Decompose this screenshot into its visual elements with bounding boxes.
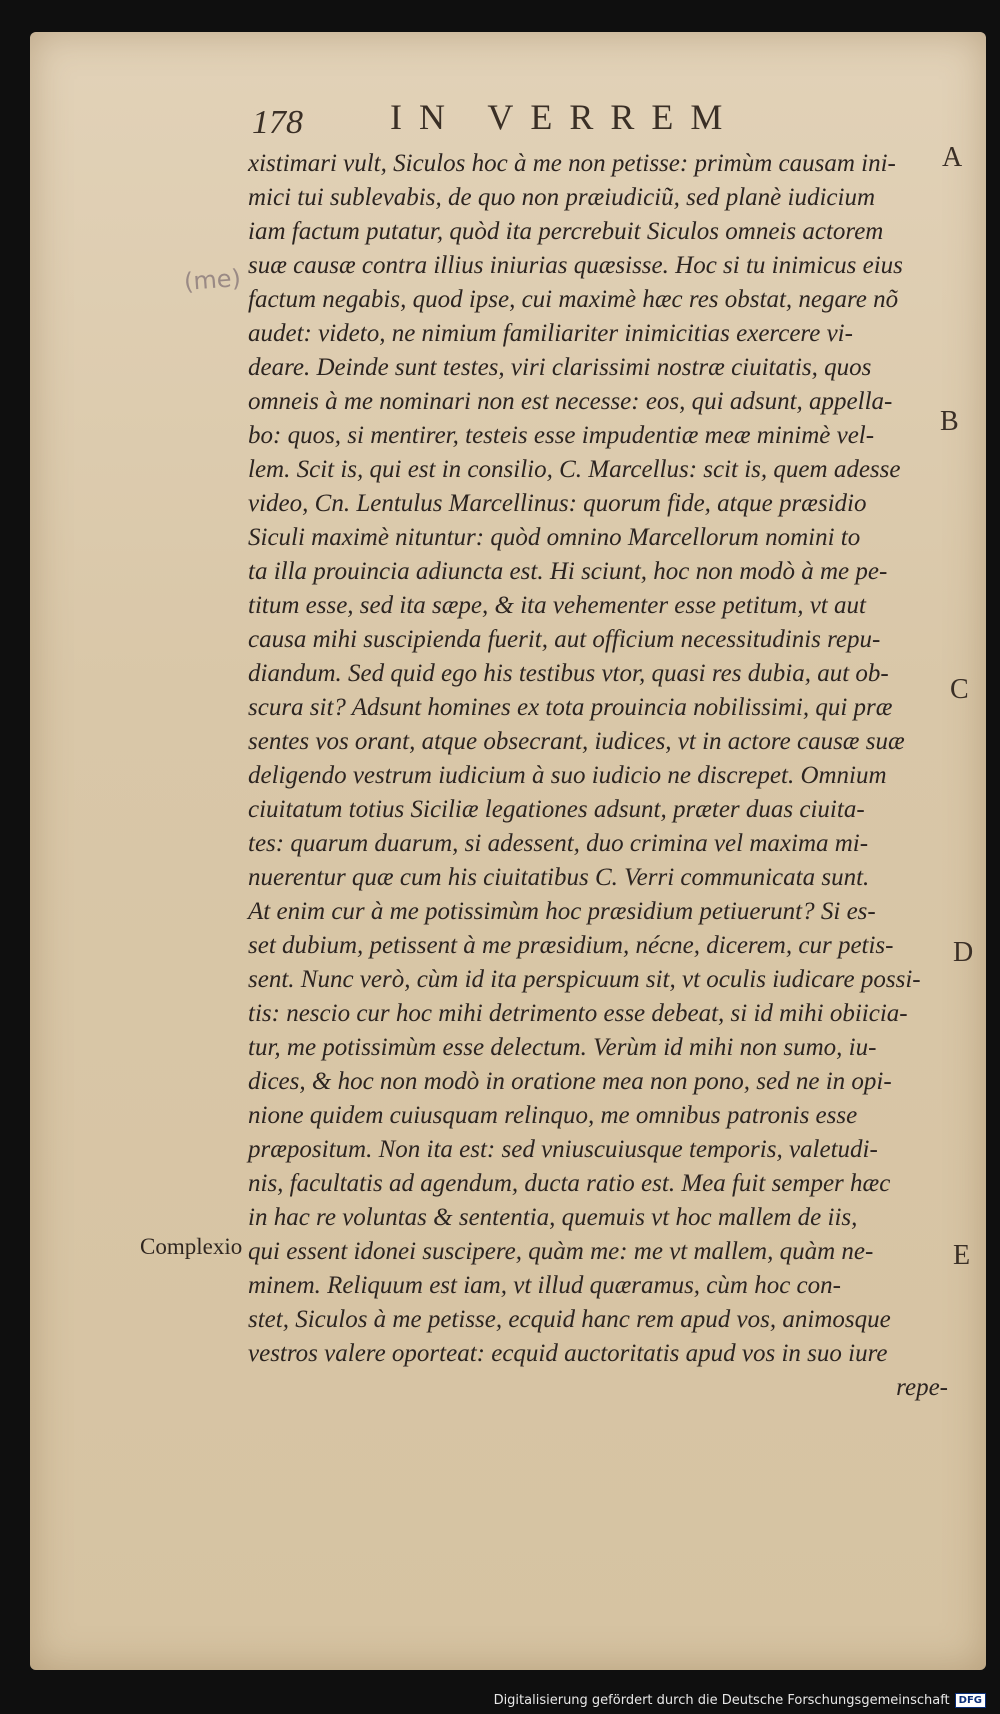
text-line: sentes vos orant, atque obsecrant, iudices, vt in actore causæ suæ [248, 728, 905, 755]
text-line: tes: quarum duarum, si adessent, duo crimina vel maxima mi- [248, 830, 869, 857]
text-line: audet: videto, ne nimium familiariter inimicitias exercere vi- [248, 320, 853, 347]
text-line: sent. Nunc verò, cùm id ita perspicuum sit, vt oculis iudicare possi- [248, 966, 921, 993]
text-line: Siculi maximè nituntur: quòd omnino Marcellorum nomini to [248, 524, 861, 551]
digitization-footer [494, 1693, 986, 1708]
text-line: qui essent idonei suscipere, quàm me: me vt mallem, quàm ne- [248, 1238, 874, 1265]
text-line: mici tui sublevabis, de quo non præiudiciũ, sed planè iudicium [248, 184, 876, 211]
page-number: 178 [252, 104, 303, 141]
margin-note-complexio: Complexio [140, 1234, 243, 1259]
text-line: tis: nescio cur hoc mihi detrimento esse debeat, si id mihi obiicia- [248, 1000, 908, 1027]
text-line: scura sit? Adsunt homines ex tota prouincia nobilissimi, qui præ [248, 694, 893, 721]
body-text [248, 147, 948, 1405]
text-line: factum negabis, quod ipse, cui maximè hæc res obstat, negare nõ [248, 286, 899, 313]
text-line: xistimari vult, Siculos hoc à me non petisse: primùm causam ini- [248, 150, 896, 177]
text-line: nione quidem cuiusquam relinquo, me omnibus patronis esse [248, 1102, 858, 1129]
text-line: repe- [896, 1374, 948, 1401]
text-line: bo: quos, si mentirer, testeis esse impudentiæ meæ minimè vel- [248, 422, 875, 449]
text-line: stet, Siculos à me petisse, ecquid hanc rem apud vos, animosque [248, 1306, 891, 1333]
text-line: tur, me potissimùm esse delectum. Verùm id mihi non sumo, iu- [248, 1034, 877, 1061]
text-line: diandum. Sed quid ego his testibus vtor, quasi res dubia, aut ob- [248, 660, 889, 687]
text-line: dices, & hoc non modò in oratione mea non pono, sed ne in opi- [248, 1068, 892, 1095]
dfg-logo-icon: DFG [955, 1693, 986, 1708]
text-line: præpositum. Non ita est: sed vniuscuiusque temporis, valetudi- [248, 1136, 878, 1163]
text-line: lem. Scit is, qui est in consilio, C. Marcellus: scit is, quem adesse [248, 456, 901, 483]
text-line: iam factum putatur, quòd ita percrebuit Siculos omneis actorem [248, 218, 884, 245]
text-line: minem. Reliquum est iam, vt illud quæramus, cùm hoc con- [248, 1272, 841, 1299]
section-mark-c: C [950, 674, 969, 705]
text-line: omneis à me nominari non est necesse: eos, qui adsunt, appella- [248, 388, 893, 415]
text-line: vestros valere oporteat: ecquid auctoritatis apud vos in suo iure [248, 1340, 888, 1367]
text-line: deligendo vestrum iudicium à suo iudicio ne discrepet. Omnium [248, 762, 887, 789]
text-line: nis, facultatis ad agendum, ducta ratio est. Mea fuit semper hæc [248, 1170, 891, 1197]
section-mark-b: B [940, 406, 959, 437]
running-head [252, 96, 872, 142]
text-line: titum esse, sed ita sæpe, & ita vehementer esse petitum, vt aut [248, 592, 866, 619]
section-mark-e: E [953, 1240, 971, 1271]
footer-text: Digitalisierung gefördert durch die Deutsche Forschungsgemeinschaft [493, 1693, 950, 1708]
text-line: video, Cn. Lentulus Marcellinus: quorum fide, atque præsidio [248, 490, 867, 517]
text-line: At enim cur à me potissimùm hoc præsidium petiuerunt? Si es- [248, 898, 876, 925]
text-line: suæ causæ contra illius iniurias quæsisse. Hoc si tu inimicus eius [248, 252, 903, 279]
text-line: nuerentur quæ cum his ciuitatibus C. Verri communicata sunt. [248, 864, 870, 891]
text-line: causa mihi suscipienda fuerit, aut officium necessitudinis repu- [248, 626, 881, 653]
running-title: IN VERREM [390, 97, 740, 137]
section-mark-a: A [942, 142, 963, 173]
text-line: ta illa prouincia adiuncta est. Hi sciunt, hoc non modò à me pe- [248, 558, 888, 585]
section-mark-d: D [953, 937, 974, 968]
text-line: ciuitatum totius Siciliæ legationes adsunt, præter duas ciuita- [248, 796, 865, 823]
text-line: set dubium, petissent à me præsidium, nécne, dicerem, cur petis- [248, 932, 894, 959]
text-line: in hac re voluntas & sententia, quemuis vt hoc mallem de iis, [248, 1204, 858, 1231]
pencil-annotation: (me) [183, 264, 242, 296]
text-line: deare. Deinde sunt testes, viri clarissimi nostræ ciuitatis, quos [248, 354, 872, 381]
